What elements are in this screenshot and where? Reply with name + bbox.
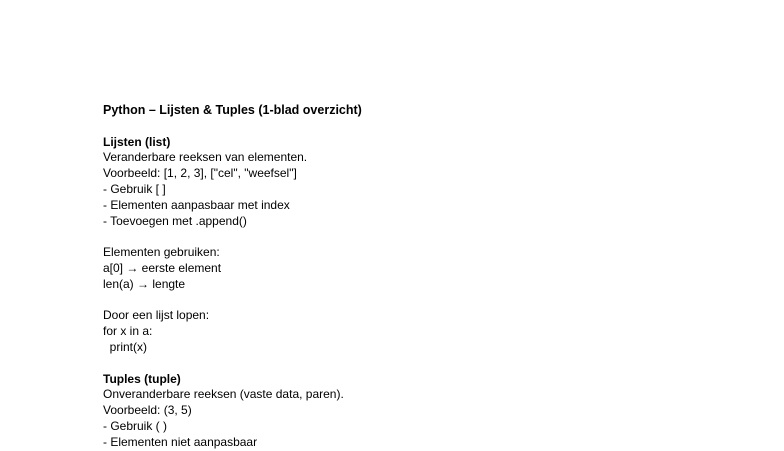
lists-line: Voorbeeld: [1, 2, 3], ["cel", "weefsel"]	[103, 166, 297, 181]
spacer	[103, 293, 763, 309]
usage-line: len(a) → lengte	[103, 276, 186, 291]
spacer	[103, 229, 763, 245]
spacer	[103, 119, 763, 135]
tuples-line: Voorbeeld: (3, 5)	[103, 403, 192, 418]
tuples-line: Onveranderbare reeksen (vaste data, paren).	[103, 387, 344, 402]
lists-line: - Gebruik [ ]	[103, 181, 166, 196]
lists-heading: Lijsten (list)	[103, 134, 171, 149]
loop-code-line: print(x)	[103, 339, 148, 354]
lists-line: - Toevoegen met .append()	[103, 213, 247, 228]
loop-code-line: for x in a:	[103, 324, 153, 339]
tuples-line: - Elementen niet aanpasbaar	[103, 434, 258, 449]
spacer	[103, 356, 763, 372]
usage-line: a[0] → eerste element	[103, 260, 222, 275]
loop-heading: Door een lijst lopen:	[103, 308, 210, 323]
lists-line: Veranderbare reeksen van elementen.	[103, 150, 308, 165]
usage-heading: Elementen gebruiken:	[103, 245, 220, 260]
lists-line: - Elementen aanpasbaar met index	[103, 197, 290, 212]
document-title: Python – Lijsten & Tuples (1-blad overzicht)	[103, 103, 362, 117]
tuples-line: - Gebruik ( )	[103, 418, 168, 433]
document-page	[103, 103, 763, 451]
tuples-heading: Tuples (tuple)	[103, 371, 181, 386]
